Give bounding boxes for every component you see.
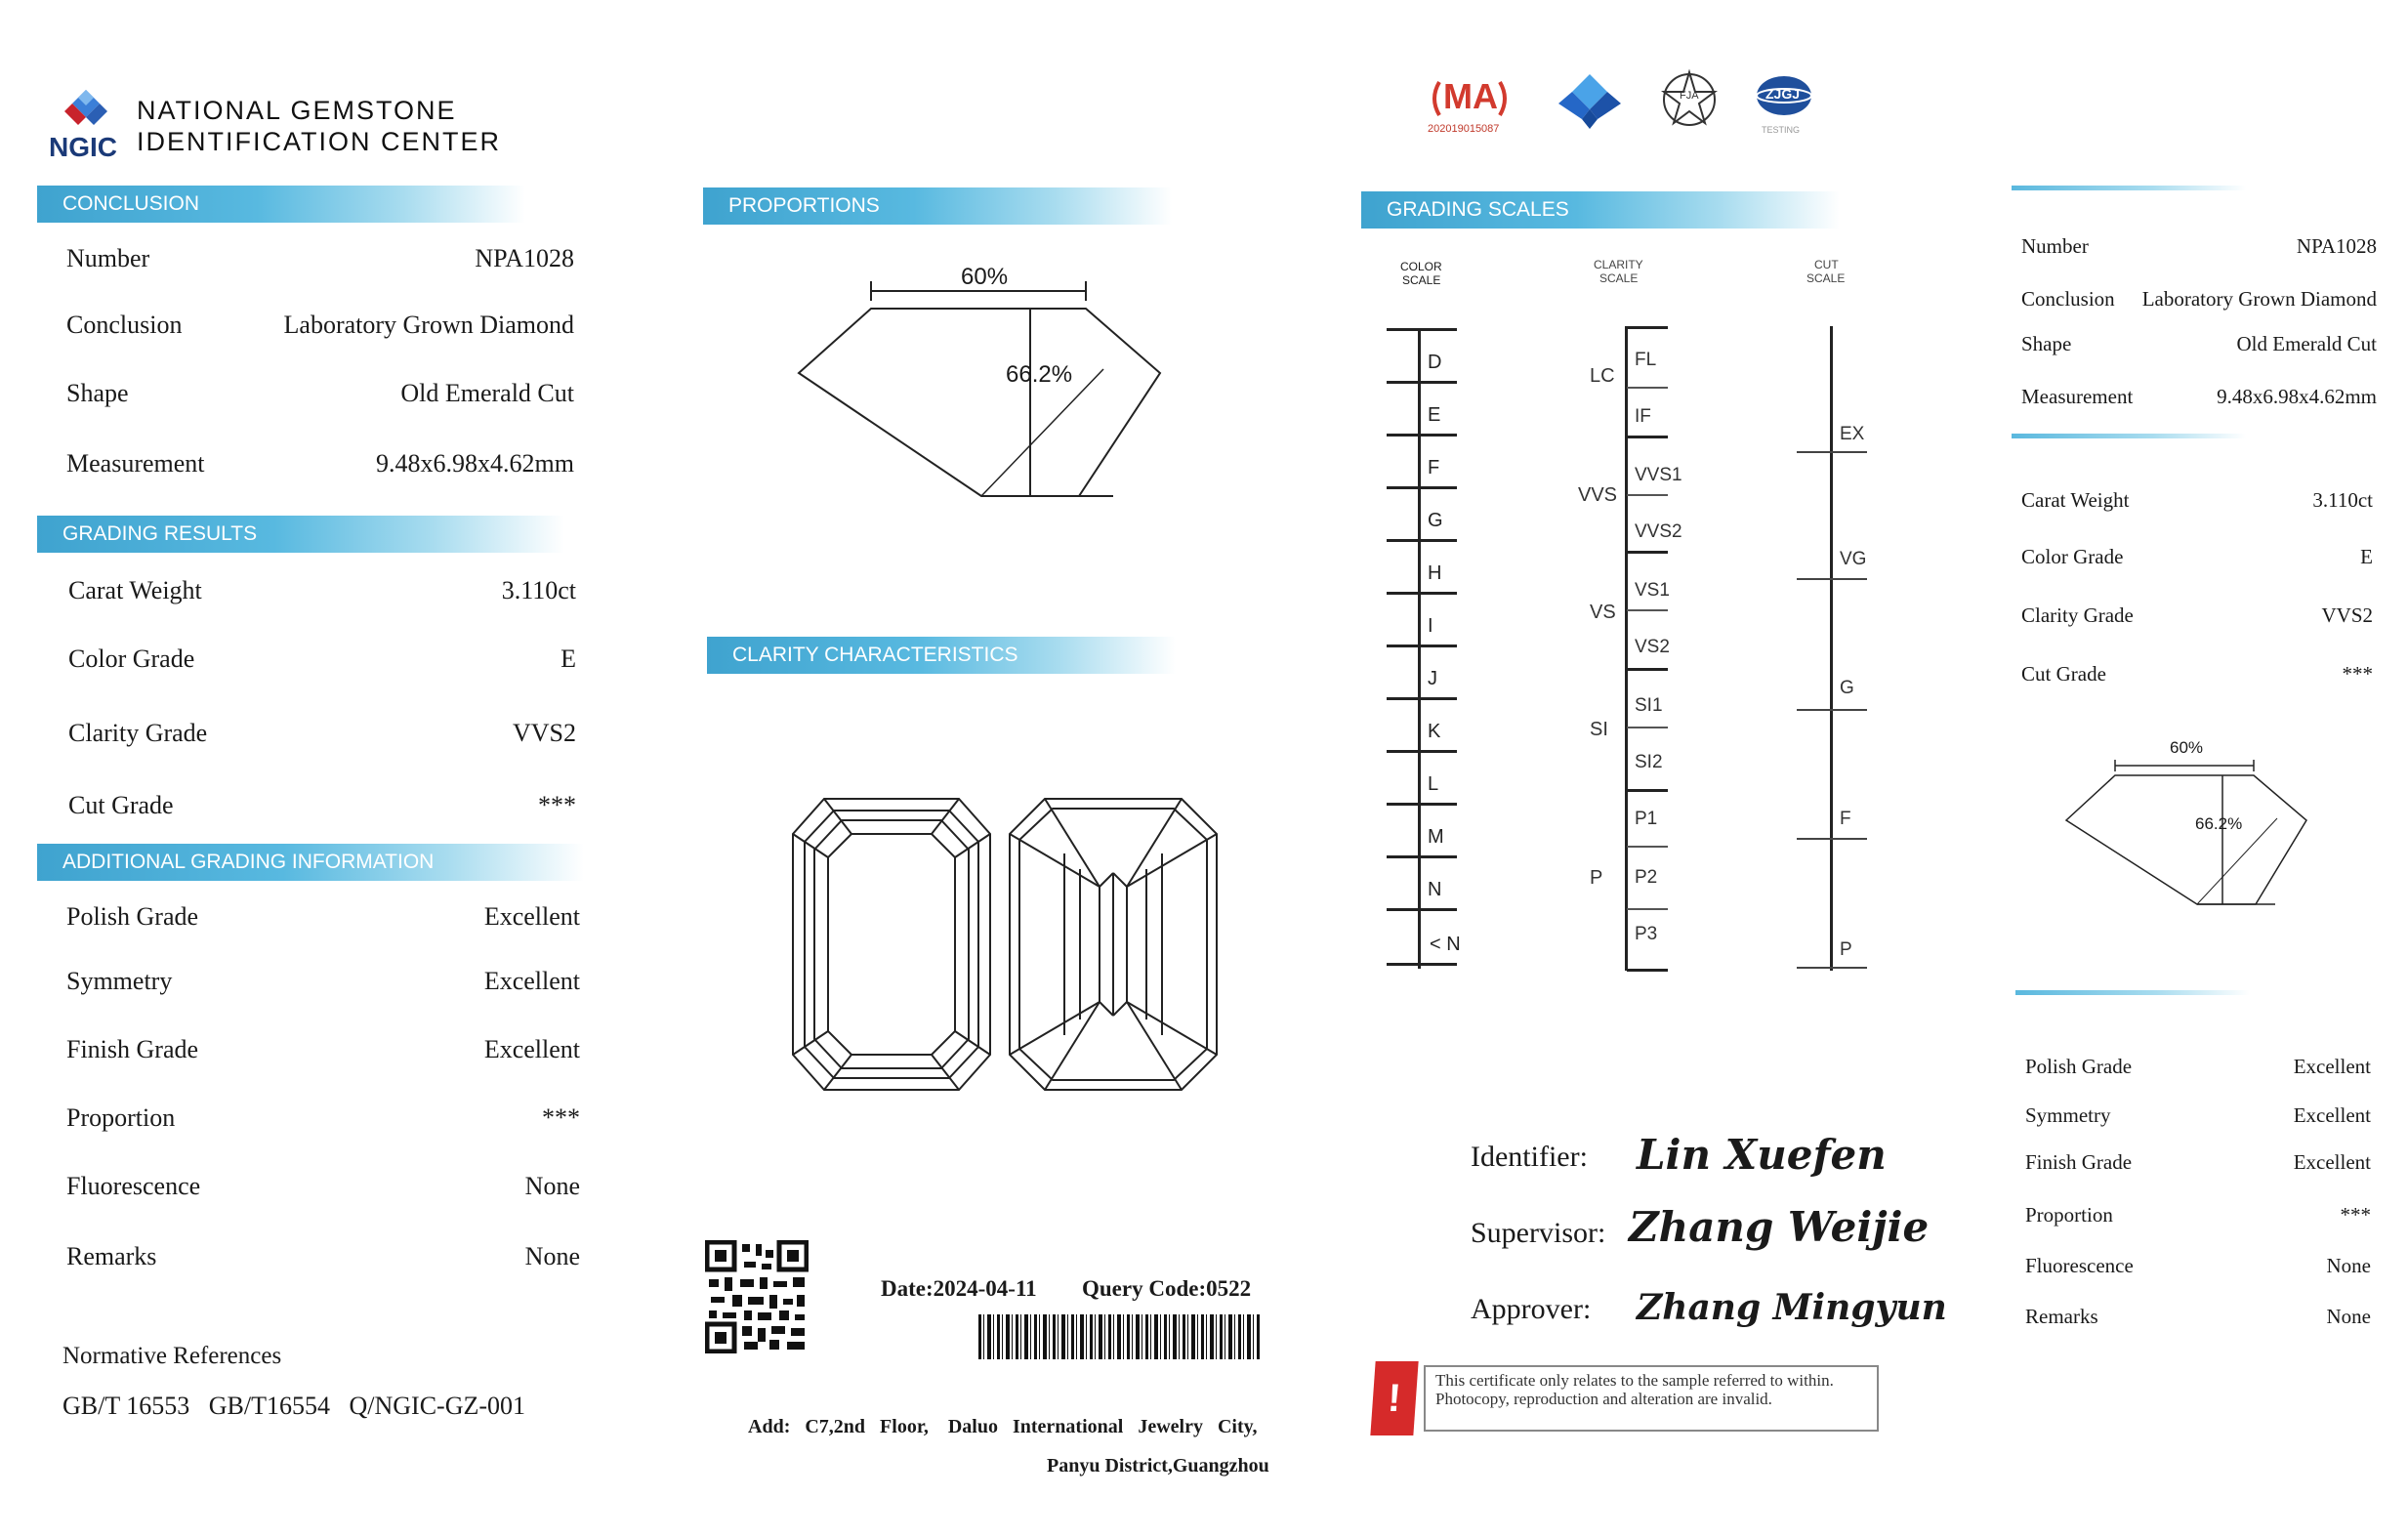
supervisor-signature: Zhang Weijie [1629, 1203, 1930, 1251]
fluorescence-label: Fluorescence [2025, 1254, 2134, 1277]
polish-grade-label: Polish Grade [66, 902, 199, 931]
row-polish-grade [66, 902, 580, 936]
shape-value: Old Emerald Cut [400, 379, 574, 407]
query-code: Query Code:0522 [1082, 1276, 1252, 1301]
color-grade-label: Color Grade [68, 645, 195, 673]
cut-grade-p: P [1840, 939, 1852, 960]
row-shape [2021, 332, 2377, 365]
clarity-group-tick-4 [1627, 789, 1668, 792]
color-grade-h: H [1428, 562, 1442, 584]
cut-tick-p [1797, 967, 1867, 969]
clarity-scale-axis [1625, 326, 1628, 971]
summary-card-divider-top [2012, 186, 2246, 190]
color-grade-n: N [1428, 879, 1442, 900]
color-scale-axis [1418, 328, 1421, 969]
finish-grade-value: Excellent [2293, 1150, 2371, 1174]
remarks-value: None [524, 1242, 580, 1270]
clarity-grade-vvs2: VVS2 [1635, 521, 1682, 542]
clarity-grade-fl: FL [1635, 350, 1657, 370]
color-tick-j [1387, 697, 1457, 700]
clarity-characteristics-section-bar: CLARITY CHARACTERISTICS [707, 637, 1176, 674]
grading-scales-section-bar: GRADING SCALES [1361, 191, 1840, 229]
shape-label: Shape [66, 379, 129, 407]
proportion-value: *** [2340, 1203, 2371, 1227]
testing-text: TESTING [1762, 125, 1801, 135]
normative-references-list: GB/T 16553 GB/T16554 Q/NGIC-GZ-001 [62, 1392, 526, 1420]
row-fluorescence [2025, 1254, 2371, 1287]
normative-references-title: Normative References [62, 1343, 282, 1369]
shape-value: Old Emerald Cut [2236, 332, 2377, 355]
number-label: Number [2021, 234, 2089, 258]
shape-label: Shape [2021, 332, 2072, 355]
cut-tick-f [1797, 838, 1867, 840]
polish-grade-value: Excellent [483, 902, 580, 931]
clarity-grade-label: Clarity Grade [2021, 603, 2134, 627]
color-tick-i [1387, 645, 1457, 647]
row-measurement [66, 449, 574, 482]
color-grade-l: L [1428, 773, 1439, 795]
proportion-label: Proportion [2025, 1203, 2113, 1227]
clarity-group-p: P [1590, 867, 1603, 889]
qr-code[interactable] [705, 1240, 809, 1353]
clarity-group-vvs: VVS [1578, 484, 1618, 506]
identifier-signature: Lin Xuefen [1637, 1131, 1887, 1179]
disclaimer-box [1373, 1361, 1890, 1445]
conclusion-label: Conclusion [2021, 287, 2115, 311]
cut-grade-g: G [1840, 678, 1854, 698]
clarity-group-tick-3 [1627, 668, 1668, 671]
clarity-grade-value: VVS2 [512, 719, 576, 747]
row-cut-grade [68, 791, 576, 824]
cut-tick-ex [1797, 451, 1867, 453]
clarity-group-tick-2 [1627, 551, 1668, 554]
clarity-grade-p3: P3 [1635, 924, 1658, 944]
brand-abbr: NGIC [49, 132, 117, 162]
remarks-value: None [2326, 1305, 2371, 1328]
carat-weight-value: 3.110ct [2312, 488, 2373, 512]
clarity-grade-vs1: VS1 [1635, 580, 1670, 601]
color-grade-e: E [1428, 404, 1441, 426]
color-tick-l [1387, 803, 1457, 806]
row-number [66, 244, 574, 277]
fluorescence-value: None [2326, 1254, 2371, 1277]
report-date: Date:2024-04-11 [881, 1276, 1037, 1301]
supervisor-label: Supervisor: [1471, 1217, 1606, 1249]
depth-percentage: 66.2% [1006, 361, 1073, 388]
clarity-grade-label: Clarity Grade [68, 719, 208, 747]
clarity-grade-tick-0 [1627, 387, 1668, 389]
org-name-line1: NATIONAL GEMSTONE [137, 96, 457, 125]
additional-grading-section-bar: ADDITIONAL GRADING INFORMATION [37, 844, 584, 881]
clarity-grade-tick-3 [1627, 727, 1668, 728]
color-grade-n: < N [1430, 934, 1461, 955]
clarity-grade-tick-1 [1627, 494, 1668, 496]
number-value: NPA1028 [2296, 234, 2377, 258]
measurement-label: Measurement [2021, 385, 2134, 408]
clarity-grade-si1: SI1 [1635, 695, 1663, 716]
symmetry-label: Symmetry [2025, 1103, 2111, 1127]
clarity-grade-tick-5 [1627, 908, 1668, 910]
clarity-scale-title-line2: SCALE [1599, 271, 1639, 285]
approver-signature: Zhang Mingyun [1637, 1287, 1947, 1328]
summary-card-divider-bottom [2015, 990, 2250, 995]
row-conclusion [2021, 287, 2377, 320]
diamond-logo-icon [1553, 70, 1627, 133]
color-grade-label: Color Grade [2021, 545, 2124, 568]
finish-grade-label: Finish Grade [66, 1035, 199, 1063]
cut-grade-label: Cut Grade [2021, 662, 2106, 686]
clarity-group-vs: VS [1590, 602, 1616, 623]
color-tick-f [1387, 486, 1457, 489]
table-percentage: 60% [961, 264, 1009, 290]
proportion-label: Proportion [66, 1103, 176, 1132]
cut-grade-value: *** [2342, 662, 2373, 686]
clarity-group-tick-5 [1627, 969, 1668, 972]
remarks-label: Remarks [66, 1242, 157, 1270]
clarity-grade-vvs1: VVS1 [1635, 465, 1682, 485]
color-grade-k: K [1428, 721, 1441, 742]
color-tick-e [1387, 434, 1457, 437]
clarity-group-tick-0 [1627, 326, 1668, 329]
color-grade-value: E [560, 645, 576, 673]
row-carat-weight [2021, 488, 2373, 521]
clarity-grade-tick-4 [1627, 846, 1668, 848]
color-grade-d: D [1428, 352, 1442, 373]
clarity-grade-p2: P2 [1635, 867, 1658, 888]
number-label: Number [66, 244, 150, 272]
approver-label: Approver: [1471, 1293, 1592, 1325]
clarity-grade-value: VVS2 [2321, 603, 2373, 627]
proportions-diagram [781, 264, 1191, 508]
disclaimer-text: This certificate only relates to the sample referred to within. Photocopy, reproduction and alteration are invalid. [1424, 1365, 1879, 1432]
color-tick-d [1387, 381, 1457, 384]
color-scale-top-tick [1387, 328, 1457, 331]
cut-grade-f: F [1840, 809, 1851, 829]
barcode[interactable] [978, 1314, 1262, 1359]
cut-grade-value: *** [538, 791, 576, 819]
cut-grade-ex: EX [1840, 424, 1865, 444]
carat-weight-value: 3.110ct [501, 576, 576, 604]
clarity-plot-crown [789, 795, 994, 1094]
summary-card-divider-mid [2012, 434, 2246, 438]
measurement-label: Measurement [66, 449, 205, 478]
cut-scale-axis [1830, 326, 1833, 971]
cut-scale-title-line1: CUT [1814, 258, 1839, 271]
color-tick-n [1387, 908, 1457, 911]
color-grade-f: F [1428, 457, 1440, 478]
cma-text: MA [1443, 76, 1498, 116]
color-grade-m: M [1428, 826, 1444, 848]
ngic-logo [57, 86, 115, 135]
row-remarks [66, 1242, 580, 1275]
row-clarity-grade [68, 719, 576, 752]
row-symmetry [66, 967, 580, 1000]
clarity-group-tick-1 [1627, 436, 1668, 438]
measurement-value: 9.48x6.98x4.62mm [376, 449, 574, 478]
grading-results-section-bar: GRADING RESULTS [37, 516, 564, 553]
carat-weight-label: Carat Weight [2021, 488, 2130, 512]
conclusion-value: Laboratory Grown Diamond [2141, 287, 2377, 311]
color-grade-j: J [1428, 668, 1437, 689]
identifier-label: Identifier: [1471, 1141, 1588, 1173]
polish-grade-label: Polish Grade [2025, 1055, 2133, 1078]
row-measurement [2021, 385, 2377, 418]
clarity-grade-vs2: VS2 [1635, 637, 1670, 657]
color-tick-n [1387, 963, 1457, 966]
carat-weight-label: Carat Weight [68, 576, 202, 604]
remarks-label: Remarks [2025, 1305, 2098, 1328]
cut-grade-vg: VG [1840, 549, 1867, 569]
row-proportion [66, 1103, 580, 1137]
proportion-value: *** [542, 1103, 580, 1132]
clarity-plot-pavilion [1006, 795, 1221, 1094]
row-number [2021, 234, 2377, 268]
symmetry-value: Excellent [2293, 1103, 2371, 1127]
clarity-grade-si2: SI2 [1635, 752, 1663, 772]
row-conclusion [66, 311, 574, 344]
color-scale-title-line1: COLOR [1400, 260, 1442, 273]
summary-proportions-diagram [2060, 752, 2314, 918]
row-polish-grade [2025, 1055, 2371, 1088]
color-grade-value: E [2360, 545, 2373, 568]
cut-tick-vg [1797, 578, 1867, 580]
cma-number: 2020190150​87 [1428, 123, 1500, 135]
finish-grade-value: Excellent [483, 1035, 580, 1063]
proportions-section-bar: PROPORTIONS [703, 187, 1172, 225]
fja-text: FJA [1680, 90, 1699, 102]
row-clarity-grade [2021, 603, 2373, 637]
warning-icon: ! [1370, 1361, 1418, 1435]
cut-tick-g [1797, 709, 1867, 711]
ngic-diamond-icon [57, 86, 115, 135]
summary-table-percentage: 60% [2170, 738, 2204, 757]
cut-grade-label: Cut Grade [68, 791, 174, 819]
row-fluorescence [66, 1172, 580, 1205]
polish-grade-value: Excellent [2293, 1055, 2371, 1078]
conclusion-section-bar: CONCLUSION [37, 186, 525, 223]
ngic-diamond-logo [1553, 70, 1627, 138]
clarity-group-si: SI [1590, 719, 1608, 740]
row-proportion [2025, 1203, 2371, 1236]
conclusion-label: Conclusion [66, 311, 183, 339]
conclusion-value: Laboratory Grown Diamond [283, 311, 574, 339]
color-tick-h [1387, 592, 1457, 595]
zjgj-text: ZJGJ [1765, 86, 1801, 102]
row-carat-weight [68, 576, 576, 609]
cut-scale-title-line2: SCALE [1806, 271, 1846, 285]
row-color-grade [2021, 545, 2373, 578]
clarity-grade-if: IF [1635, 406, 1651, 427]
clarity-grade-p1: P1 [1635, 809, 1658, 829]
measurement-value: 9.48x6.98x4.62mm [2217, 385, 2377, 408]
fluorescence-value: None [524, 1172, 580, 1200]
clarity-scale-title-line1: CLARITY [1594, 258, 1643, 271]
color-tick-g [1387, 539, 1457, 542]
row-color-grade [68, 645, 576, 678]
color-tick-k [1387, 750, 1457, 753]
number-value: NPA1028 [475, 244, 574, 272]
row-finish-grade [2025, 1150, 2371, 1184]
color-grade-g: G [1428, 510, 1443, 531]
color-grade-i: I [1428, 615, 1433, 637]
clarity-group-lc: LC [1590, 365, 1615, 387]
summary-depth-percentage: 66.2% [2195, 814, 2243, 833]
row-finish-grade [66, 1035, 580, 1068]
row-cut-grade [2021, 662, 2373, 695]
color-tick-m [1387, 855, 1457, 858]
clarity-grade-tick-2 [1627, 609, 1668, 611]
finish-grade-label: Finish Grade [2025, 1150, 2133, 1174]
org-name-line2: IDENTIFICATION CENTER [137, 127, 502, 156]
row-shape [66, 379, 574, 412]
symmetry-value: Excellent [483, 967, 580, 995]
lab-address-line1: Add: C7,2nd Floor, Daluo International Jewelry City, [748, 1416, 1258, 1437]
row-symmetry [2025, 1103, 2371, 1137]
row-remarks [2025, 1305, 2371, 1338]
symmetry-label: Symmetry [66, 967, 173, 995]
color-scale-title-line2: SCALE [1402, 273, 1441, 287]
lab-address-line2: Panyu District,Guangzhou [1047, 1455, 1269, 1477]
fluorescence-label: Fluorescence [66, 1172, 201, 1200]
